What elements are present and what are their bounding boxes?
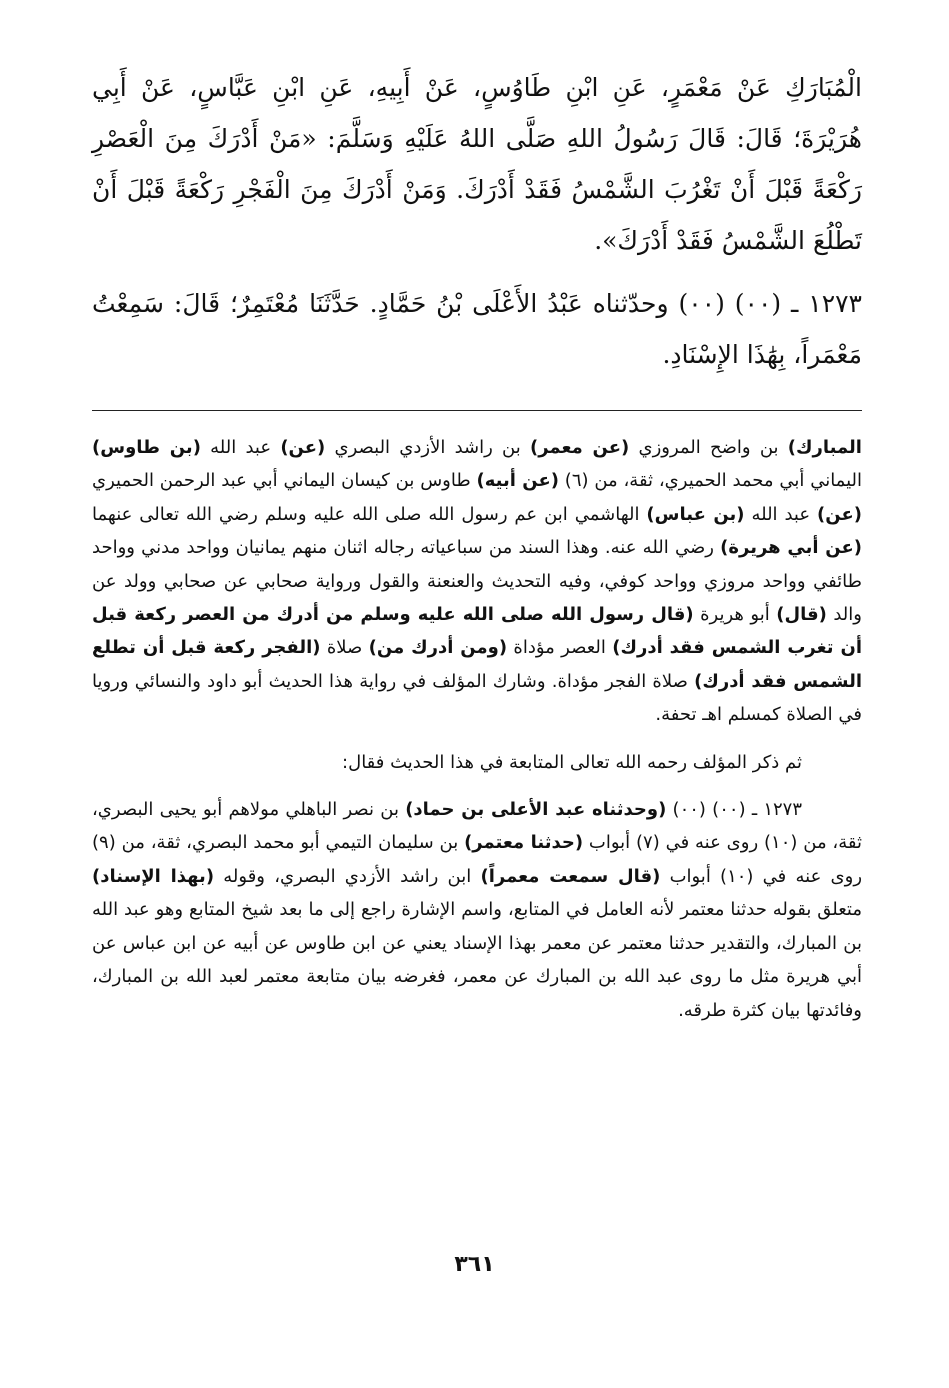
text-segment: أبو هريرة: [693, 604, 777, 626]
hadith-paragraph-1: الْمُبَارَكِ عَنْ مَعْمَرٍ، عَنِ ابْنِ طَاوُسٍ، عَنْ أَبِيهِ، عَنِ ابْنِ عَبَّاسٍ، عَنْ أَبِي هُرَيْرَةَ؛ قَالَ: قَالَ رَسُولُ اللهِ صَلَّى اللهُ عَلَيْهِ وَسَلَّمَ: «مَنْ أَدْرَكَ مِنَ الْعَصْرِ رَكْعَةً قَبْلَ أَنْ تَغْرُبَ الشَّمْسُ فَقَدْ أَدْرَكَ. وَمَنْ أَدْرَكَ مِنَ الْفَجْرِ رَكْعَةً قَبْلَ أَنْ تَطْلُعَ الشَّمْسُ فَقَدْ أَدْرَكَ».: [92, 73, 862, 255]
text-segment: عبد الله: [744, 503, 818, 525]
bold-segment: (الفجر ركعة قبل أن تطلع الشمس فقد أدرك): [92, 637, 863, 692]
text-segment: عبد الله: [200, 437, 281, 458]
bold-segment: (قال رسول الله صلى الله عليه وسلم من أدرك من العصر ركعة قبل أن تغرب الشمس فقد أدرك): [92, 604, 862, 659]
bold-segment: (قال): [776, 604, 827, 626]
text-segment: طاوس بن كيسان اليماني أبي عبد الرحمن الحميري: [92, 470, 477, 492]
footnote-divider: [92, 410, 862, 411]
text-segment: الهاشمي ابن عم رسول الله صلى الله عليه وسلم رضي الله تعالى عنهما: [92, 503, 647, 525]
text-segment: رضي الله عنه. وهذا السند من سباعياته رجاله اثنان منهم يمانيان وواحد مدني وواحد طائفي وواحد مروزي وواحد كوفي، وفيه التحديث والعنعنة والقول ورواية صحابي عن صحابي وولد عن والد: [92, 537, 862, 626]
commentary-paragraph-1: [92, 431, 862, 732]
bold-segment: المبارك): [787, 437, 862, 458]
text-segment: اليماني أبي محمد الحميري، ثقة، من (٦): [558, 470, 863, 492]
bold-segment: (عن أبي هريرة): [720, 537, 862, 559]
text-segment: صلاة الفجر مؤداة. وشارك المؤلف في رواية هذا الحديث أبو داود والنسائي ورويا في الصلاة كمسلم اهـ تحفة.: [92, 670, 862, 726]
bold-segment: (عن): [280, 437, 326, 458]
bold-segment: (بهذا الإسناد): [92, 865, 215, 887]
text-segment: ابن راشد الأزدي البصري، وقوله: [214, 865, 481, 887]
text-segment: بن راشد الأزدي البصري: [325, 437, 530, 458]
page-number: ٣٦١: [454, 1252, 495, 1277]
bold-segment: (عن): [817, 503, 862, 525]
hadith-paragraph-2: ١٢٧٣ ـ (٠٠) (٠٠) وحدّثناه عَبْدُ الأَعْلَى بْنُ حَمَّادٍ. حَدَّثَنَا مُعْتَمِرٌ؛ قَالَ: سَمِعْتُ مَعْمَراً، بِهَٰذَا الإِسْنَادِ.: [92, 289, 862, 369]
bold-segment: (وحدثناه عبد الأعلى بن حماد): [405, 799, 667, 821]
text-segment: متعلق بقوله حدثنا معتمر لأنه العامل في المتابع، واسم الإشارة راجع إلى ما بعد شيخ المتابع وهو عبد الله بن المبارك، والتقدير حدثنا معتمر عن معمر بهذا الإسناد يعني عن ابن طاوس عن أبيه عن ابن عباس عن أبي هريرة مثل ما روى عبد الله بن المبارك عن معمر، فغرضه بيان متابعة معتمر لعبد الله بن المبارك، وفائدتها بيان كثرة طرقه.: [92, 899, 862, 1021]
hadith-text: [92, 62, 862, 380]
text-segment: ١٢٧٣ ـ (٠٠) (٠٠): [666, 799, 803, 821]
bold-segment: (عن أبيه): [476, 470, 559, 492]
bold-segment: (ومن أدرك من): [368, 637, 508, 659]
page-body: [92, 62, 862, 1027]
commentary: [92, 431, 862, 1027]
bold-segment: (قال سمعت معمراً): [480, 865, 661, 887]
text-segment: ثم ذكر المؤلف رحمه الله تعالى المتابعة في هذا الحديث فقال:: [342, 751, 802, 773]
text-segment: بن سليمان التيمي أبو محمد البصري، ثقة، من (٩) روى عنه في (١٠) أبواب: [92, 832, 863, 887]
bold-segment: (بن طاوس): [92, 437, 201, 458]
bold-segment: (حدثنا معتمر): [464, 832, 584, 854]
commentary-paragraph-2: [92, 746, 862, 779]
bold-segment: (بن عباس): [646, 503, 745, 525]
text-segment: صلاة: [320, 637, 369, 659]
bold-segment: (عن معمر): [529, 437, 630, 458]
text-segment: العصر مؤداة: [507, 637, 613, 659]
text-segment: بن واضح المروزي: [629, 437, 788, 458]
text-segment: بن نصر الباهلي مولاهم أبو يحيى البصري، ثقة، من (١٠) روى عنه في (٧) أبواب: [92, 799, 862, 854]
commentary-paragraph-3: [92, 793, 862, 1027]
